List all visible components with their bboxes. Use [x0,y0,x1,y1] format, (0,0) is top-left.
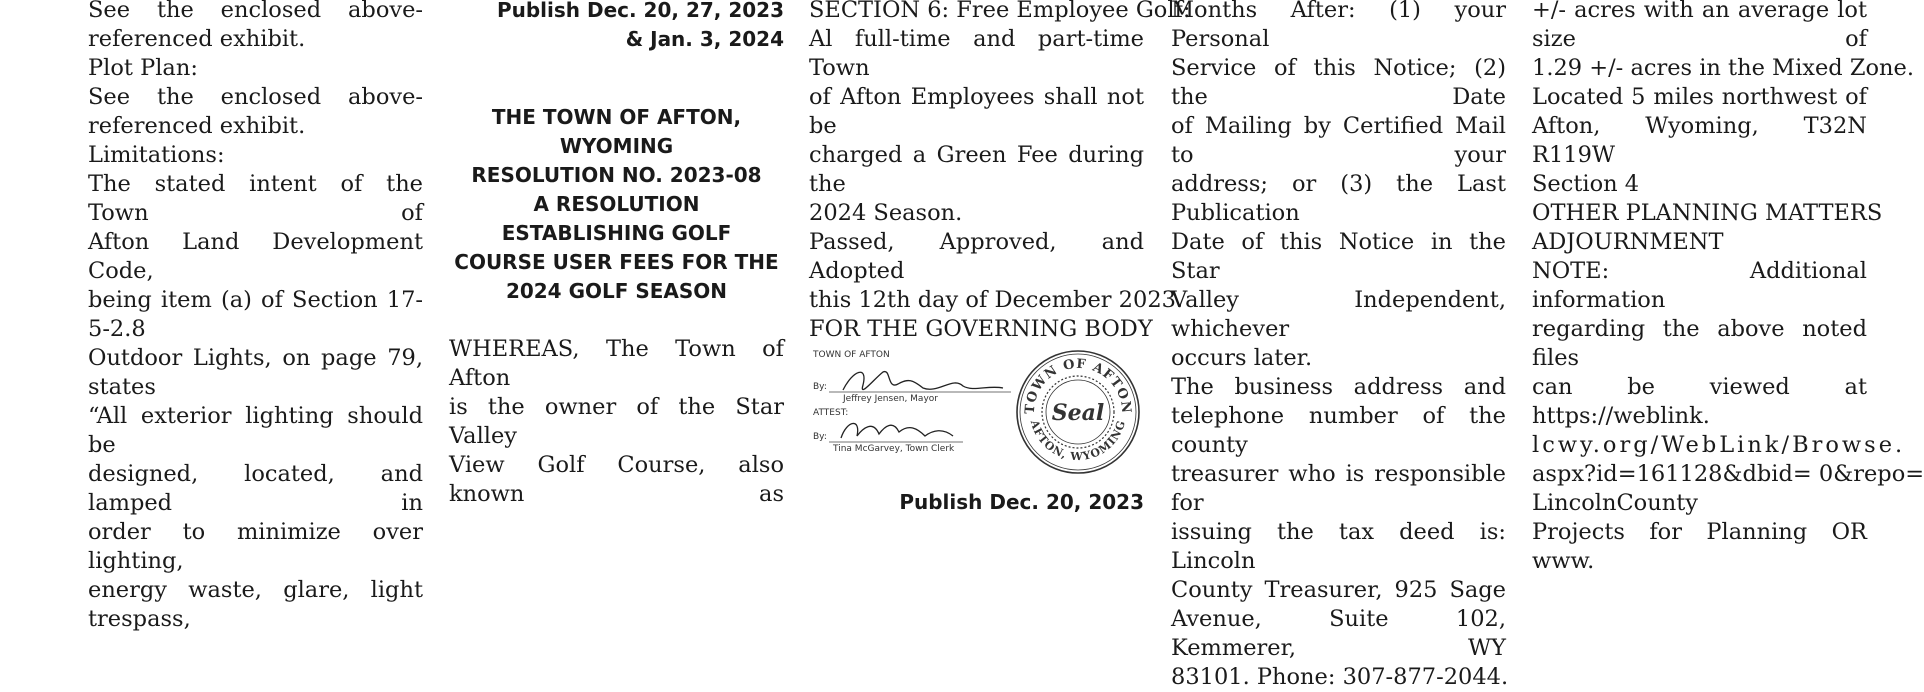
text-line: 2024 Season. [809,200,963,226]
town-label: TOWN OF AFTON [813,350,890,360]
text-line: “All exterior lighting should be [88,403,423,458]
text-line: order to minimize over lighting, [88,519,423,574]
publish-date-line: Publish Dec. 20, 2023 [899,490,1144,514]
text-line: See the enclosed above- [88,84,423,110]
publish-date-line: & Jan. 3, 2024 [625,27,784,51]
text-line: energy waste, glare, light trespass, [88,577,423,632]
seal-top-text: TOWN OF AFTON [1022,356,1134,415]
text-line: The business address and [1171,374,1506,400]
publish-date-line: Publish Dec. 20, 27, 2023 [496,0,784,22]
text-line: of Afton Employees shall not be [809,84,1144,139]
spacer [449,306,784,335]
text-line: Passed, Approved, and Adopted [809,229,1144,284]
text-line: Projects for Planning OR www. [1532,519,1867,574]
text-line: 1.29 +/- acres in the Mixed Zone. [1532,55,1914,81]
text-line: charged a Green Fee during the [809,142,1144,197]
text-line: address; or (3) the Last Publication [1171,171,1506,226]
text-line: is the owner of the Star Valley [449,394,784,449]
text-line: issuing the tax deed is: Lincoln [1171,519,1506,574]
text-line: Outdoor Lights, on page 79, states [88,345,423,400]
attest-label: ATTEST: [813,408,849,418]
clerk-name: Tina McGarvey, Town Clerk [833,444,955,454]
column-1 [88,0,423,634]
text-line: this 12th day of December 2023. [809,287,1184,313]
text-line: designed, located, and lamped in [88,461,423,516]
link-text-line: aspx?id=161128&dbid= 0&repo= [1532,461,1924,487]
text-line: Plot Plan: [88,55,198,81]
text-line: The stated intent of the Town of [88,171,423,226]
text-line: NOTE: Additional information [1532,258,1867,313]
spacer [449,54,784,83]
resolution-heading: A RESOLUTION [533,192,700,216]
seal-bottom-text: AFTON, WYOMING [1027,418,1129,464]
text-line: of Mailing by Certified Mail to your [1171,113,1506,168]
text-line: Valley Independent, whichever [1171,287,1506,342]
text-line: Service of this Notice; (2) the Date [1171,55,1506,110]
text-line: 83101. Phone: 307-877-2044. [1171,664,1509,690]
seal-center-text: Seal [1051,400,1105,426]
column-4 [1171,0,1509,692]
text-line: referenced exhibit. [88,113,306,139]
spacer [449,83,784,103]
text-line: can be viewed at https://weblink. [1532,374,1867,429]
column-2 [449,0,784,509]
text-line: Date of this Notice in the Star [1171,229,1506,284]
text-line: ADJOURNMENT [1532,229,1724,255]
text-line: regarding the above noted files [1532,316,1867,371]
text-line: Limitations: [88,142,225,168]
seal-graphic [1014,348,1142,476]
text-line: County Treasurer, 925 Sage [1171,577,1506,603]
column-5 [1532,0,1924,576]
text-line: WHEREAS, The Town of Afton [449,336,784,391]
text-line: Months After: (1) your Personal [1171,0,1506,52]
text-line: referenced exhibit. [88,26,306,52]
resolution-heading: ESTABLISHING GOLF [501,221,732,245]
resolution-heading: WYOMING [559,134,674,158]
text-line: FOR THE GOVERNING BODY [809,316,1153,342]
link-text-line: LincolnCounty [1532,490,1698,516]
by-label: By: [813,432,827,442]
text-line: Section 4 [1532,171,1640,197]
text-line: treasurer who is responsible for [1171,461,1506,516]
resolution-heading: THE TOWN OF AFTON, [491,105,742,129]
mayor-name: Jeffrey Jensen, Mayor [843,394,938,404]
signature-block [809,346,1144,488]
text-line: See the enclosed above- [88,0,423,23]
text-line: Avenue, Suite 102, Kemmerer, WY [1171,606,1506,661]
resolution-heading: 2024 GOLF SEASON [505,279,728,303]
signature-lines [813,350,1013,480]
text-line: OTHER PLANNING MATTERS [1532,200,1883,226]
text-line: Afton, Wyoming, T32N R119W [1532,113,1867,168]
column-3 [809,0,1191,517]
resolution-heading: COURSE USER FEES FOR THE [454,250,779,274]
text-line: occurs later. [1171,345,1313,371]
text-line: Afton Land Development Code, [88,229,423,284]
town-seal [1014,348,1142,476]
by-label: By: [813,382,827,392]
link-text-line: lcwy.org/WebLink/Browse. [1532,432,1906,458]
text-line: Located 5 miles northwest of [1532,84,1867,110]
text-line: +/- acres with an average lot size of [1532,0,1867,52]
text-line: View Golf Course, also known as [449,452,784,507]
text-line: Al full-time and part-time Town [809,26,1144,81]
resolution-heading: RESOLUTION NO. 2023-08 [471,163,762,187]
text-line: telephone number of the county [1171,403,1506,458]
text-line: being item (a) of Section 17-5-2.8 [88,287,423,342]
text-line: SECTION 6: Free Employee Golf: [809,0,1191,23]
